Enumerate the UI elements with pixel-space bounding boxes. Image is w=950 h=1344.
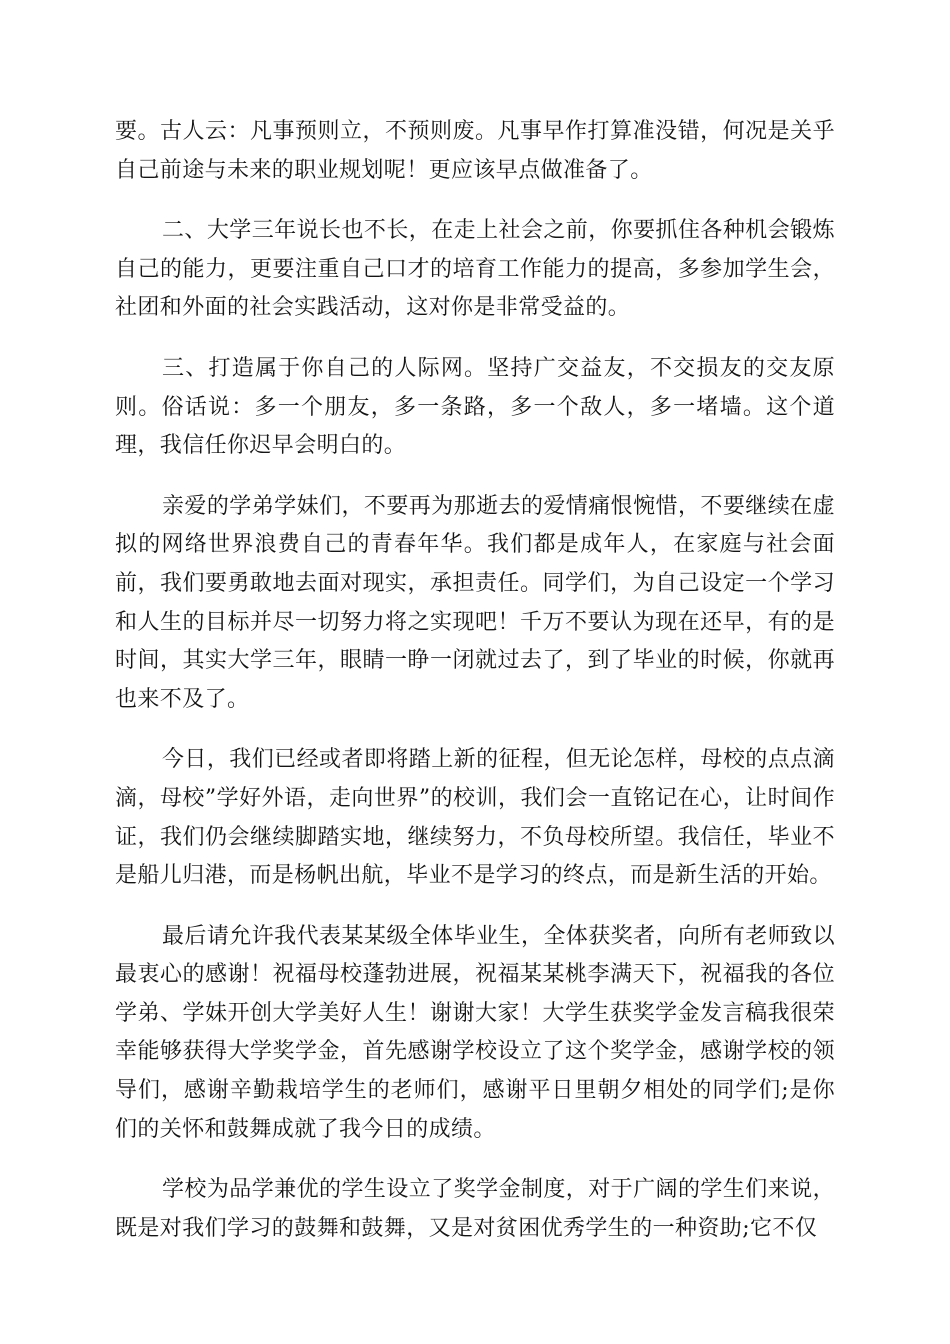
paragraph-farewell: 今日，我们已经或者即将踏上新的征程，但无论怎样，母校的点点滴滴，母校”学好外语，走向世界”的校训，我们会一直铭记在心，让时间作证，我们仍会继续脚踏实地，继续努力，不负母校所望。我信任，毕业不是船儿归港，而是杨帆出航，毕业不是学习的终点，而是新生活的开始。: [115, 747, 835, 889]
document-body: [115, 113, 835, 1270]
paragraph-point-two: 二、大学三年说长也不长，在走上社会之前，你要抓住各种机会锻炼自己的能力，更要注重自己口才的培育工作能力的提高，多参加学生会，社团和外面的社会实践活动，这对你是非常受益的。: [115, 218, 835, 321]
paragraph-continuation: 要。古人云：凡事预则立，不预则废。凡事早作打算准没错，何况是关乎自己前途与未来的职业规划呢！更应该早点做准备了。: [115, 119, 835, 183]
paragraph-point-three: 三、打造属于你自己的人际网。坚持广交益友，不交损友的交友原则。俗话说：多一个朋友，多一条路，多一个敌人，多一堵墙。这个道理，我信任你迟早会明白的。: [115, 355, 835, 459]
paragraph-thanks: 最后请允许我代表某某级全体毕业生，全体获奖者，向所有老师致以最衷心的感谢！祝福母校蓬勃进展，祝福某某桃李满天下，祝福我的各位学弟、学妹开创大学美好人生！谢谢大家！大学生获奖学金发言稿我很荣幸能够获得大学奖学金，首先感谢学校设立了这个奖学金，感谢学校的领导们，感谢辛勤栽培学生的老师们，感谢平日里朝夕相处的同学们;是你们的关怀和鼓舞成就了我今日的成绩。: [115, 923, 835, 1142]
paragraph-scholarship: 学校为品学兼优的学生设立了奖学金制度，对于广阔的学生们来说，既是对我们学习的鼓舞和鼓舞，又是对贫困优秀学生的一种资助;它不仅: [115, 1177, 835, 1241]
paragraph-advice: 亲爱的学弟学妹们，不要再为那逝去的爱情痛恨惋惜，不要继续在虚拟的网络世界浪费自己的青春年华。我们都是成年人，在家庭与社会面前，我们要勇敢地去面对现实，承担责任。同学们，为自己设定一个学习和人生的目标并尽一切努力将之实现吧！千万不要认为现在还早，有的是时间，其实大学三年，眼睛一睁一闭就过去了，到了毕业的时候，你就再也来不及了。: [115, 493, 835, 712]
